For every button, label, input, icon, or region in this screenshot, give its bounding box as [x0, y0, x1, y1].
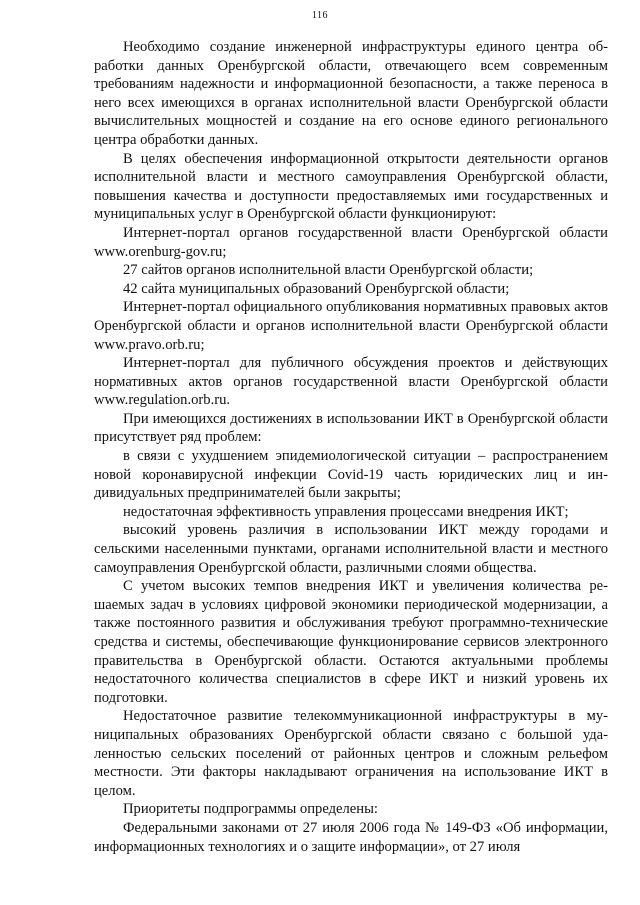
paragraph-telecom-infrastructure: Недостаточное развитие телекоммуникационной инфраструктуры в муниципальных образованиях Оренбургской области связано с большой удаленностью сельских поселений от районных центров и сложным рельефом местности. Эти факторы накладывают ограничения на использование ИКТ в целом.: [94, 708, 608, 799]
document-body: [94, 38, 608, 856]
paragraph-data-center: Необходимо создание инженерной инфраструктуры единого центра обработки данных Оренбургской области, отвечающего всем современным требованиям надежности и информационной безопасности, а также переноса в него всех имеющихся в органах исполнительной власти Оренбургской области вычислительных мощностей и создание на его основе единого регионального центра обработки данных.: [94, 39, 608, 148]
paragraph-pravo-portal: Интернет-портал официального опубликования нормативных правовых актов Оренбургской области и органов исполнительной власти Оренбургской области www.pravo.orb.ru;: [94, 299, 608, 353]
page-number: 116: [311, 10, 329, 21]
paragraph-problems-intro: При имеющихся достижениях в использовании ИКТ в Оренбургской области присутствует ряд проблем:: [94, 410, 608, 446]
paragraph-municipal-sites: 42 сайта муниципальных образований Оренбургской области;: [123, 280, 510, 297]
paragraph-priorities-intro: Приоритеты подпрограммы определены:: [123, 801, 378, 818]
paragraph-covid-problem: в связи с ухудшением эпидемиологической ситуации – распространением новой коронавирусной инфекции Covid-19 часть юридических лиц и индивидуальных предпринимателей были закрыты;: [94, 448, 608, 502]
paragraph-modernization: С учетом высоких темпов внедрения ИКТ и увеличения количества решаемых задач в условиях цифровой экономики периодической модернизации, а также постоянного развития и обслуживания требуют программно-технические средства и системы, обеспечивающие функционирование сервисов электронного правительства в Оренбургской области. Остаются актуальными проблемы недостаточного количества специалистов в сфере ИКТ и низкий уровень их подготовки.: [94, 578, 608, 706]
paragraph-regulation-portal: Интернет-портал для публичного обсуждения проектов и действующих нормативных актов органов государственной власти Оренбургской области www.regulation.orb.ru.: [94, 355, 608, 409]
paragraph-efficiency-problem: недостаточная эффективность управления процессами внедрения ИКТ;: [123, 503, 569, 520]
paragraph-digital-divide-problem: высокий уровень различия в использовании ИКТ между городами и сельскими населенными пунктами, органами исполнительной власти и местного самоуправления Оренбургской области, различными слоями общества.: [94, 522, 608, 576]
paragraph-openness-goals: В целях обеспечения информационной открытости деятельности органов исполнительной власти и местного самоуправления Оренбургской области, повышения качества и доступности предоставляемых ими государственных и муниципальных услуг в Оренбургской области функционируют:: [94, 150, 608, 223]
paragraph-gov-portal: Интернет-портал органов государственной власти Оренбургской области www.orenburg-gov.ru;: [94, 224, 608, 260]
paragraph-executive-sites: 27 сайтов органов исполнительной власти Оренбургской области;: [123, 262, 534, 279]
paragraph-federal-laws: Федеральными законами от 27 июля 2006 года № 149-ФЗ «Об информации, информационных технологиях и о защите информации», от 27 июля: [94, 819, 608, 855]
